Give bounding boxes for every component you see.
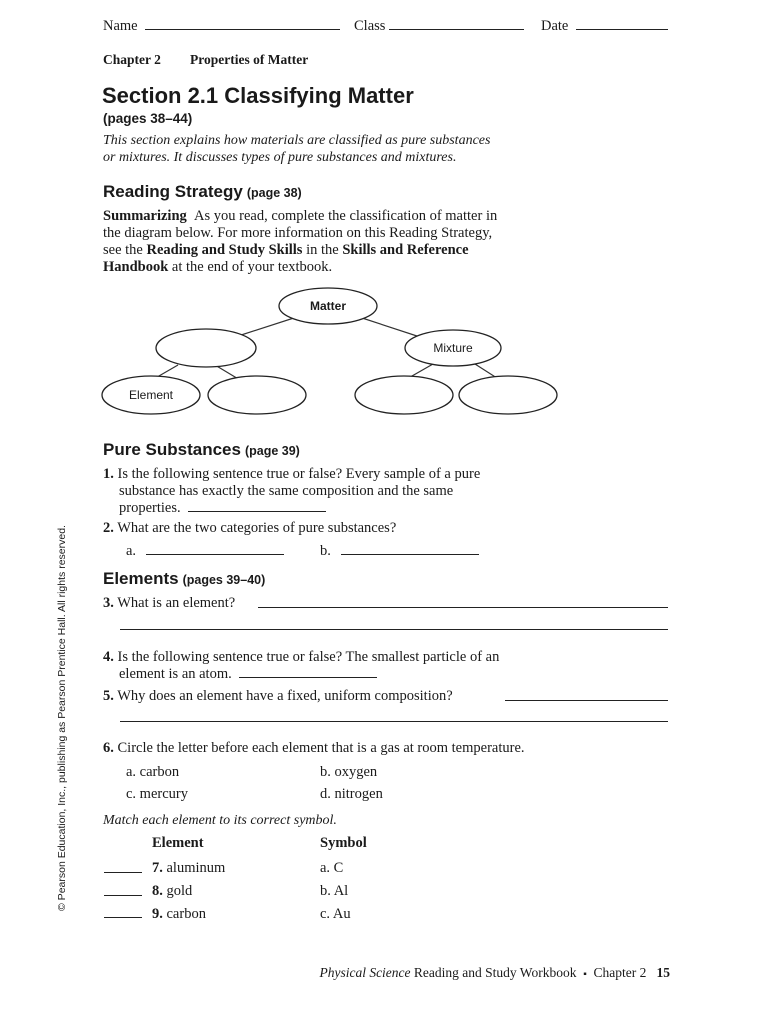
name-label: Name xyxy=(103,18,138,34)
intro-line-2: or mixtures. It discusses types of pure substances and mixtures. xyxy=(103,150,457,165)
question-4-line-2: element is an atom. xyxy=(119,666,377,683)
element-label: Element xyxy=(128,388,174,402)
section-pages: (pages 38–44) xyxy=(103,111,193,126)
question-6-option-c[interactable]: c. mercury xyxy=(126,786,188,802)
question-6-option-a[interactable]: a. carbon xyxy=(126,764,180,780)
symbol-option-c: c. Au xyxy=(320,906,351,922)
match-9-answer[interactable] xyxy=(104,917,142,918)
date-label: Date xyxy=(541,18,569,34)
symbol-option-a: a. C xyxy=(320,860,344,876)
match-7-answer[interactable] xyxy=(104,872,142,873)
pure-substances-heading: Pure Substances (page 39) xyxy=(103,440,300,459)
footer-bullet: ▪ xyxy=(583,969,587,980)
question-3-answer-line-1[interactable] xyxy=(258,607,668,608)
question-2a: a. xyxy=(126,543,284,560)
classification-diagram xyxy=(0,0,770,430)
question-1-answer[interactable] xyxy=(188,510,326,512)
question-5: 5. Why does an element have a fixed, uniform composition? xyxy=(103,688,453,704)
question-3-answer-line-2[interactable] xyxy=(120,629,668,630)
match-9-element: 9. carbon xyxy=(152,906,206,922)
page-footer xyxy=(319,965,670,981)
pure-substance-oval-blank[interactable] xyxy=(156,329,256,367)
elements-heading: Elements (pages 39–40) xyxy=(103,569,266,588)
match-7-element: 7. aluminum xyxy=(152,860,226,876)
footer-book-title: Physical Science xyxy=(319,965,411,980)
match-8-element: 8. gold xyxy=(152,883,193,899)
question-2b: b. xyxy=(320,543,479,560)
question-2a-answer[interactable] xyxy=(146,553,284,555)
question-6-option-d[interactable]: d. nitrogen xyxy=(320,786,383,802)
reading-strategy-line-2: the diagram below. For more information on this Reading Strategy, xyxy=(103,225,493,241)
class-label: Class xyxy=(354,18,386,34)
homogeneous-oval-blank[interactable] xyxy=(459,376,557,414)
compound-oval-blank[interactable] xyxy=(208,376,306,414)
mixture-label: Mixture xyxy=(433,341,473,355)
match-instructions: Match each element to its correct symbol. xyxy=(103,813,337,828)
question-1-line-3: properties. xyxy=(119,500,326,517)
intro-line-1: This section explains how materials are classified as pure substances xyxy=(103,133,491,148)
copyright-notice: © Pearson Education, Inc., publishing as Pearson Prentice Hall. All rights reserved. xyxy=(56,525,68,911)
page-number: 15 xyxy=(656,965,670,980)
question-2b-answer[interactable] xyxy=(341,553,479,555)
match-8-answer[interactable] xyxy=(104,895,142,896)
question-2: 2. What are the two categories of pure substances? xyxy=(103,520,397,536)
question-1-line-1: 1. Is the following sentence true or false? Every sample of a pure xyxy=(103,466,481,482)
column-header-element: Element xyxy=(152,835,204,851)
reading-strategy-line-3: see the Reading and Study Skills in the Skills and Reference xyxy=(103,242,469,258)
question-5-answer-line-1[interactable] xyxy=(505,700,668,701)
section-title: Section 2.1 Classifying Matter xyxy=(102,83,414,108)
question-6: 6. Circle the letter before each element that is a gas at room temperature. xyxy=(103,740,525,756)
column-header-symbol: Symbol xyxy=(320,835,367,851)
question-6-option-b[interactable]: b. oxygen xyxy=(320,764,378,780)
question-5-answer-line-2[interactable] xyxy=(120,721,668,722)
reading-strategy-line-1: Summarizing As you read, complete the classification of matter in xyxy=(103,208,498,224)
symbol-option-b: b. Al xyxy=(320,883,349,899)
reading-strategy-line-4: Handbook at the end of your textbook. xyxy=(103,259,333,275)
footer-chapter: Chapter 2 xyxy=(593,965,647,980)
chapter-label: Chapter 2 xyxy=(103,52,161,67)
matter-label: Matter xyxy=(309,299,347,313)
reading-strategy-heading: Reading Strategy (page 38) xyxy=(103,182,302,201)
question-4-line-1: 4. Is the following sentence true or false? The smallest particle of an xyxy=(103,649,500,665)
footer-workbook: Reading and Study Workbook xyxy=(413,965,577,980)
question-4-answer[interactable] xyxy=(239,676,377,678)
chapter-title: Properties of Matter xyxy=(190,52,309,67)
heterogeneous-oval-blank[interactable] xyxy=(355,376,453,414)
question-1-line-2: substance has exactly the same composition and the same xyxy=(119,483,454,499)
question-3: 3. What is an element? xyxy=(103,595,236,611)
